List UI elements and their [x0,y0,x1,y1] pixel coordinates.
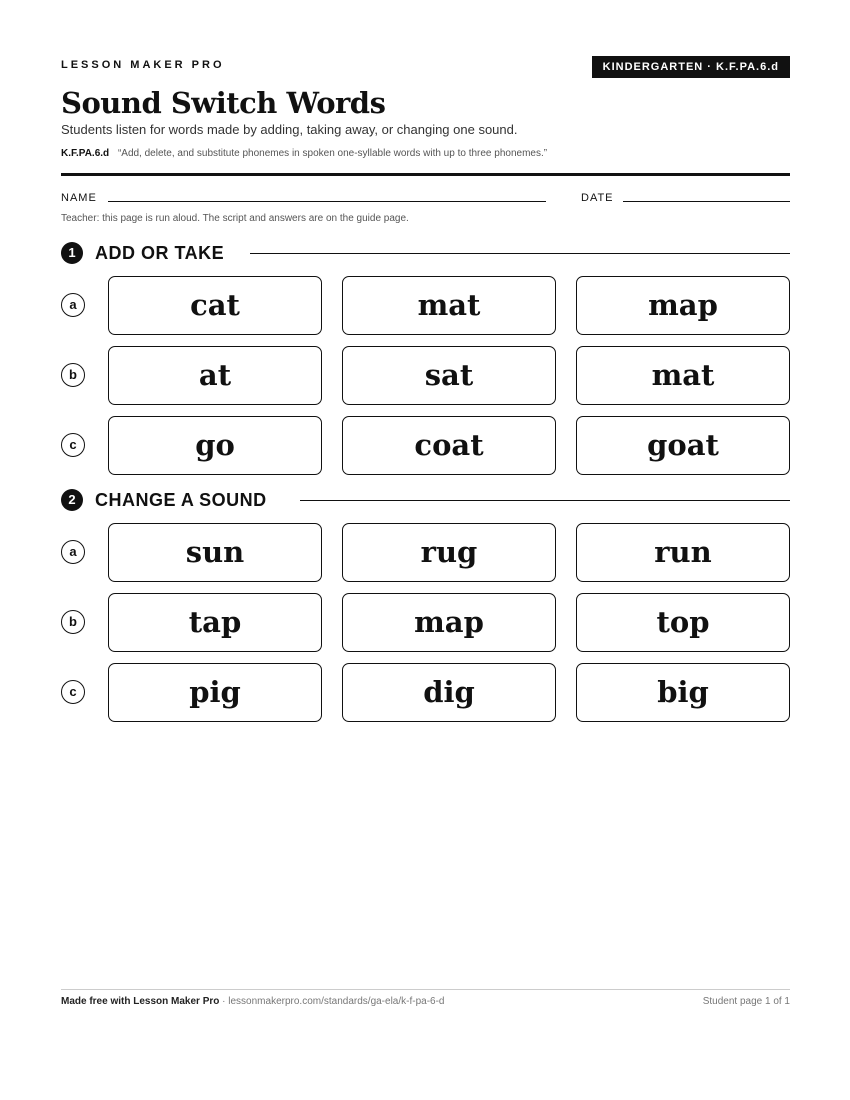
word-card: pig [108,663,322,722]
section-add-or-take [61,241,790,263]
word-card: goat [576,416,790,475]
name-label: NAME [61,192,97,204]
word-card: dig [342,663,556,722]
word-row [61,663,790,723]
teacher-note: Teacher: this page is run aloud. The script and answers are on the guide page. [61,213,409,224]
section-number-badge: 1 [61,242,83,264]
word-row [61,416,790,476]
word-card: go [108,416,322,475]
top-bar [61,56,790,78]
word-card: rug [342,523,556,582]
footer-page-number: Student page 1 of 1 [702,996,790,1007]
name-date-row [61,190,790,206]
word-card: run [576,523,790,582]
row-letter-badge: a [61,540,85,564]
row-letter-badge: c [61,680,85,704]
word-row [61,593,790,653]
brand-name: LESSON MAKER PRO [61,59,225,71]
section-rule [250,253,790,254]
word-row [61,276,790,336]
footer-url[interactable]: · lessonmakerpro.com/standards/ga-ela/k-f-pa-6-d [219,996,445,1007]
page-title: Sound Switch Words [61,86,386,120]
word-card: cat [108,276,322,335]
word-card: tap [108,593,322,652]
word-row [61,346,790,406]
section-number-badge: 2 [61,489,83,511]
word-card: sat [342,346,556,405]
word-card: at [108,346,322,405]
footer-credit [61,996,444,1007]
header-divider [61,173,790,176]
row-letter-badge: a [61,293,85,317]
date-label: DATE [581,192,614,204]
row-letter-badge: b [61,363,85,387]
footer-divider [61,989,790,990]
footer-made-with: Made free with Lesson Maker Pro [61,996,220,1007]
section-title: ADD OR TAKE [95,243,225,263]
word-card: mat [576,346,790,405]
word-card: sun [108,523,322,582]
word-card: map [576,276,790,335]
section-rule [300,500,790,501]
date-field[interactable] [623,201,790,202]
row-letter-badge: b [61,610,85,634]
word-card: mat [342,276,556,335]
word-card: map [342,593,556,652]
grade-standard-badge: KINDERGARTEN · K.F.PA.6.d [592,56,790,78]
name-field[interactable] [108,201,546,202]
standard-text: “Add, delete, and substitute phonemes in spoken one-syllable words with up to three phonemes.” [117,148,548,159]
section-title: CHANGE A SOUND [95,490,267,510]
word-card: big [576,663,790,722]
standard-line [61,148,547,159]
row-letter-badge: c [61,433,85,457]
word-card: coat [342,416,556,475]
standard-code: K.F.PA.6.d [61,148,110,159]
word-row [61,523,790,583]
section-change-a-sound [61,488,790,510]
word-card: top [576,593,790,652]
page-subtitle: Students listen for words made by adding, taking away, or changing one sound. [61,122,518,137]
